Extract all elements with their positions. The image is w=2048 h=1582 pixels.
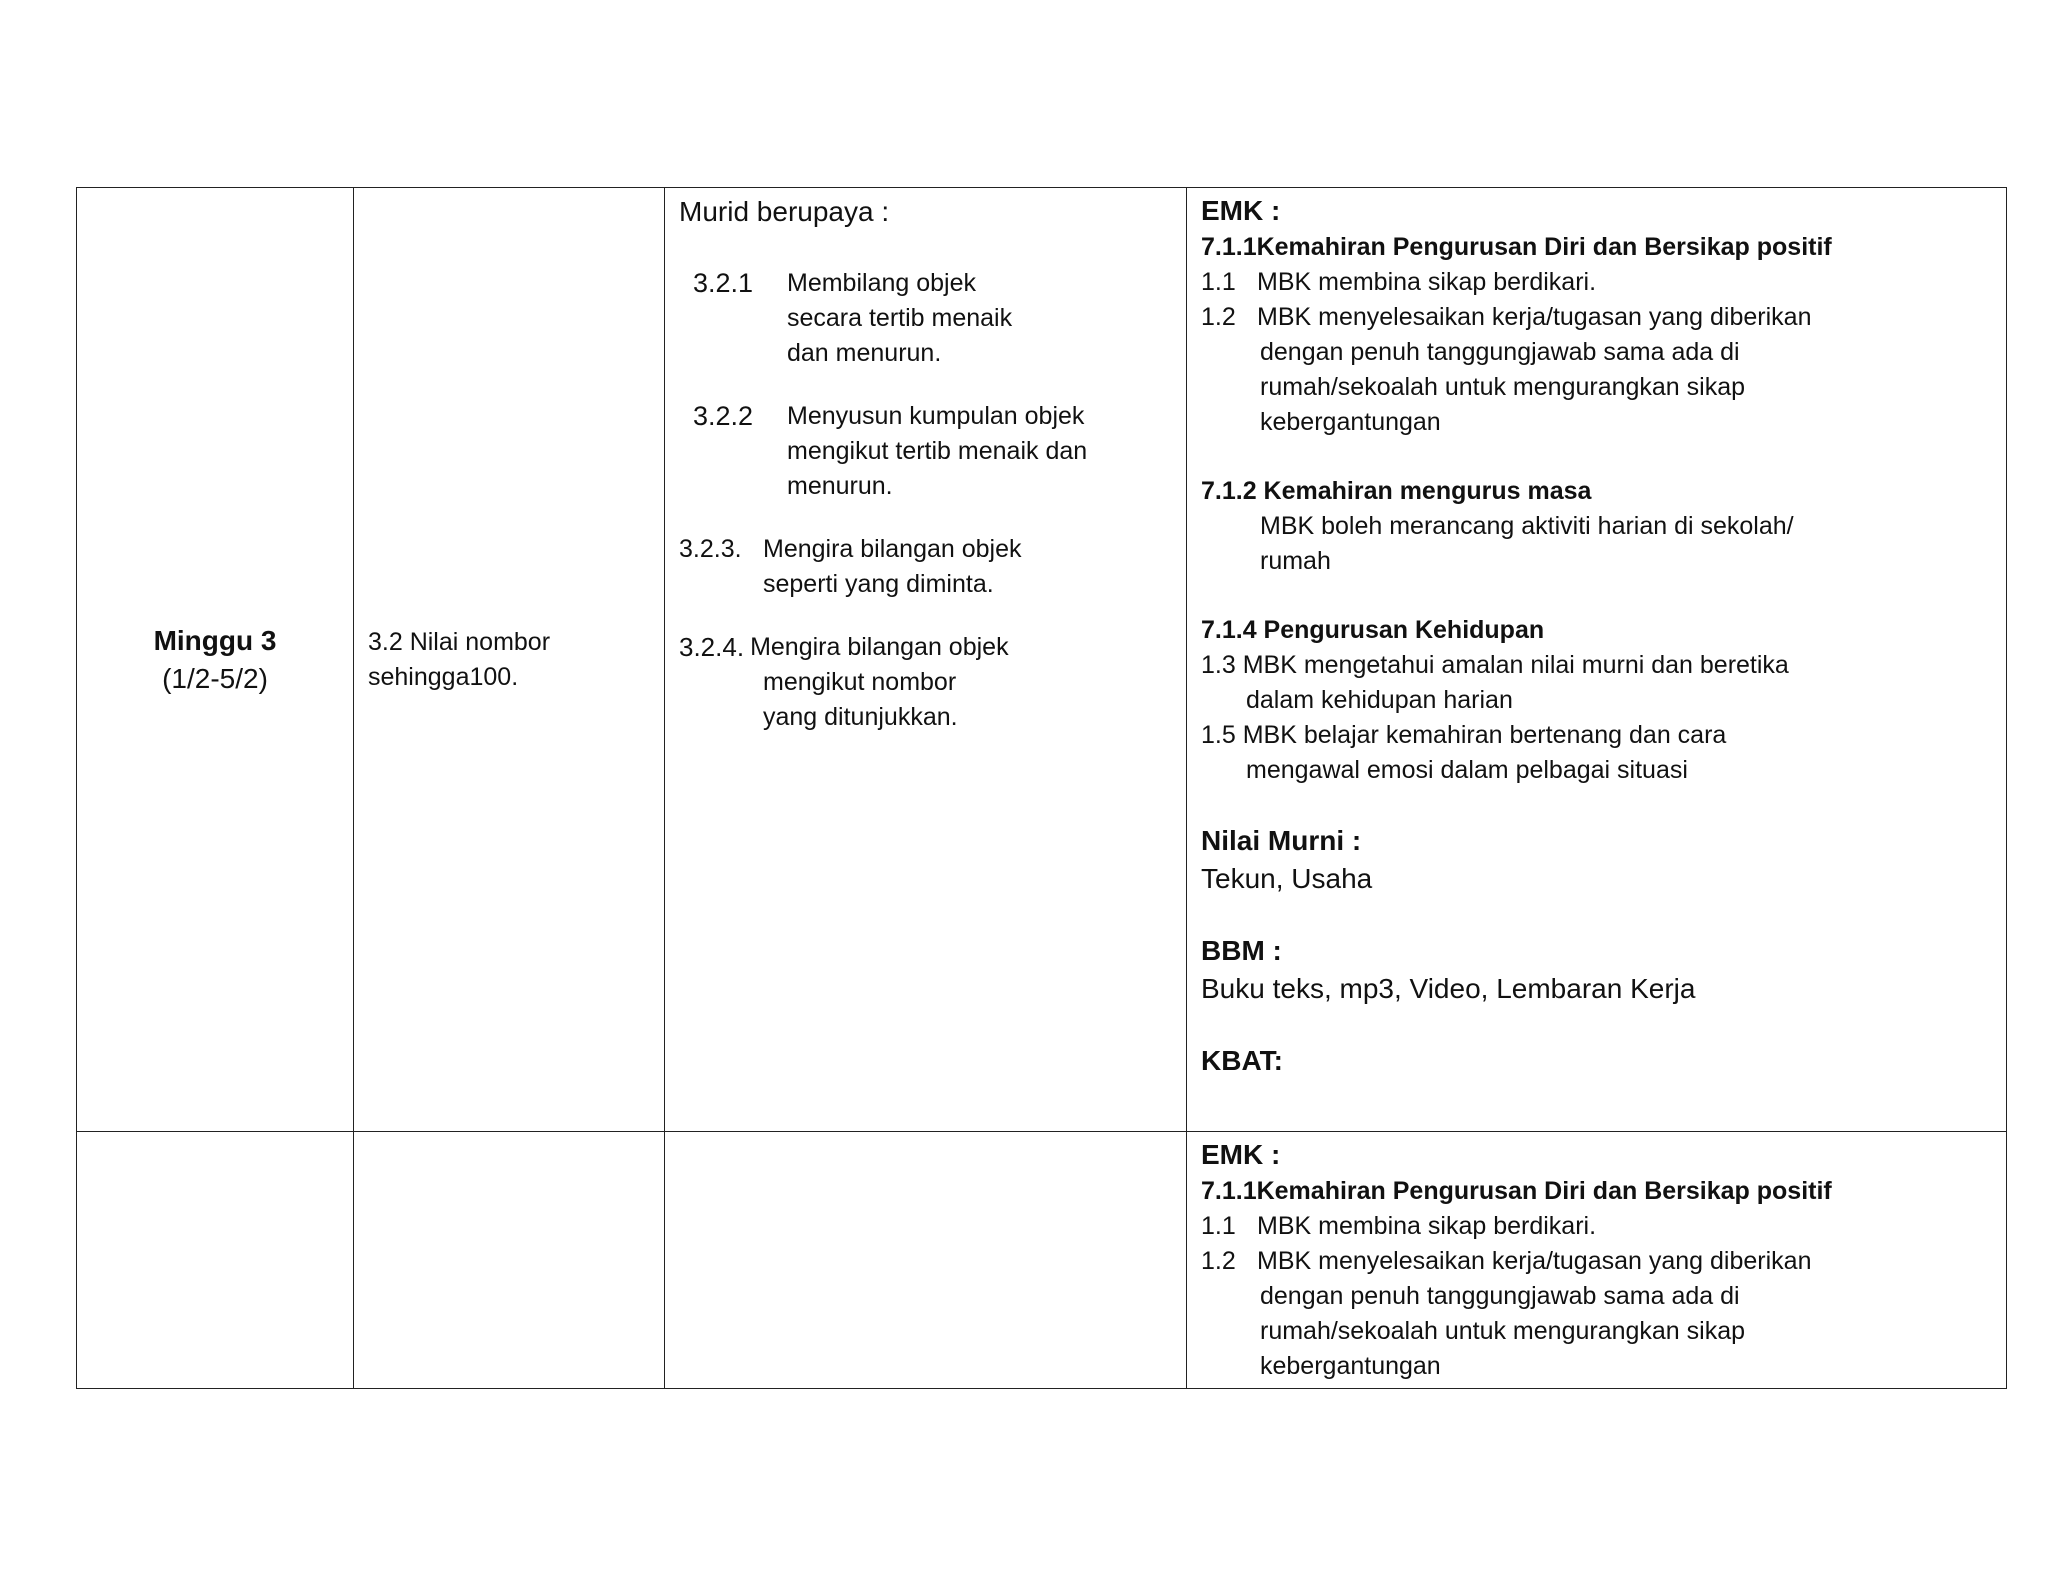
point-text: MBK menyelesaikan kerja/tugasan yang diberikan (1257, 1247, 1812, 1275)
point-continuation: kebergantungan (1260, 1352, 1441, 1380)
section-title: 7.1.1Kemahiran Pengurusan Diri dan Bersikap positif (1201, 233, 1832, 261)
point-continuation: rumah/sekoalah untuk mengurangkan sikap (1260, 1317, 1746, 1345)
emk-point: 1.3 MBK mengetahui amalan nilai murni dan beretika (1201, 651, 1789, 679)
emk-point (1201, 300, 1992, 335)
objective-line: Mengira bilangan objek (750, 633, 1009, 661)
objective-line: menurun. (787, 472, 893, 500)
objective-line: seperti yang diminta. (763, 570, 994, 598)
objective-line: Menyusun kumpulan objek (787, 402, 1085, 430)
table-row (77, 1132, 2007, 1389)
point-text: MBK menyelesaikan kerja/tugasan yang diberikan (1257, 303, 1812, 331)
objective-item (679, 266, 1172, 371)
nilai-murni-label: Nilai Murni : (1201, 825, 1362, 856)
section-title: 7.1.2 Kemahiran mengurus masa (1201, 477, 1592, 505)
emk-cell (1187, 188, 2007, 1132)
point-continuation: rumah/sekoalah untuk mengurangkan sikap (1260, 373, 1746, 401)
kbat-label: KBAT: (1201, 1045, 1283, 1076)
objective-number: 3.2.2 (693, 401, 754, 431)
point-number: 1.2 (1201, 1247, 1236, 1275)
objective-number: 3.2.3. (679, 535, 742, 563)
week-title: Minggu 3 (153, 624, 277, 656)
objective-line: secara tertib menaik (787, 304, 1013, 332)
emk-point (1201, 1244, 1992, 1279)
objective-line: dan menurun. (787, 339, 942, 367)
emk-point (1201, 1209, 1992, 1244)
point-text: MBK membina sikap berdikari. (1257, 1212, 1597, 1240)
emk-point (1201, 265, 1992, 300)
bbm-value: Buku teks, mp3, Video, Lembaran Kerja (1201, 973, 1696, 1004)
point-text: MBK membina sikap berdikari. (1257, 268, 1597, 296)
point-continuation: dengan penuh tanggungjawab sama ada di (1260, 1282, 1740, 1310)
point-continuation: mengawal emosi dalam pelbagai situasi (1246, 756, 1688, 784)
point-number: 1.1 (1201, 268, 1236, 296)
objective-item (679, 532, 1172, 602)
objective-line: Membilang objek (787, 269, 976, 297)
standard-cell (354, 188, 665, 1132)
objectives-cell (665, 1132, 1187, 1389)
bbm-label: BBM : (1201, 935, 1282, 966)
week-cell (77, 1132, 354, 1389)
objectives-intro: Murid berupaya : (679, 196, 890, 227)
point-continuation: dalam kehidupan harian (1246, 686, 1513, 714)
emk-point: 1.5 MBK belajar kemahiran bertenang dan cara (1201, 721, 1727, 749)
week-cell (77, 188, 354, 1132)
emk-heading: EMK : (1201, 195, 1281, 226)
standard-cell (354, 1132, 665, 1389)
week-dates: (1/2-5/2) (162, 662, 268, 694)
point-continuation: kebergantungan (1260, 408, 1441, 436)
standard-line: 3.2 Nilai nombor (368, 627, 551, 656)
objective-number: 3.2.1 (693, 268, 754, 298)
standard-line: sehingga100. (368, 662, 519, 691)
table-row (77, 188, 2007, 1132)
section-title: 7.1.1Kemahiran Pengurusan Diri dan Bersikap positif (1201, 1177, 1832, 1205)
objective-line: Mengira bilangan objek (763, 535, 1022, 563)
objective-line: mengikut tertib menaik dan (787, 437, 1088, 465)
objectives-cell (665, 188, 1187, 1132)
objective-item (679, 630, 1172, 735)
section-line: MBK boleh merancang aktiviti harian di sekolah/ (1260, 512, 1794, 540)
objective-number: 3.2.4. (679, 632, 745, 662)
point-number: 1.2 (1201, 303, 1236, 331)
nilai-murni-value: Tekun, Usaha (1201, 863, 1373, 894)
objective-line: mengikut nombor (763, 668, 957, 696)
objective-item (679, 399, 1172, 504)
objective-line: yang ditunjukkan. (763, 703, 958, 731)
emk-cell (1187, 1132, 2007, 1389)
emk-heading: EMK : (1201, 1139, 1281, 1170)
lesson-plan-table (76, 187, 2007, 1389)
section-title: 7.1.4 Pengurusan Kehidupan (1201, 616, 1545, 644)
point-continuation: dengan penuh tanggungjawab sama ada di (1260, 338, 1740, 366)
section-line: rumah (1260, 547, 1331, 575)
point-number: 1.1 (1201, 1212, 1236, 1240)
